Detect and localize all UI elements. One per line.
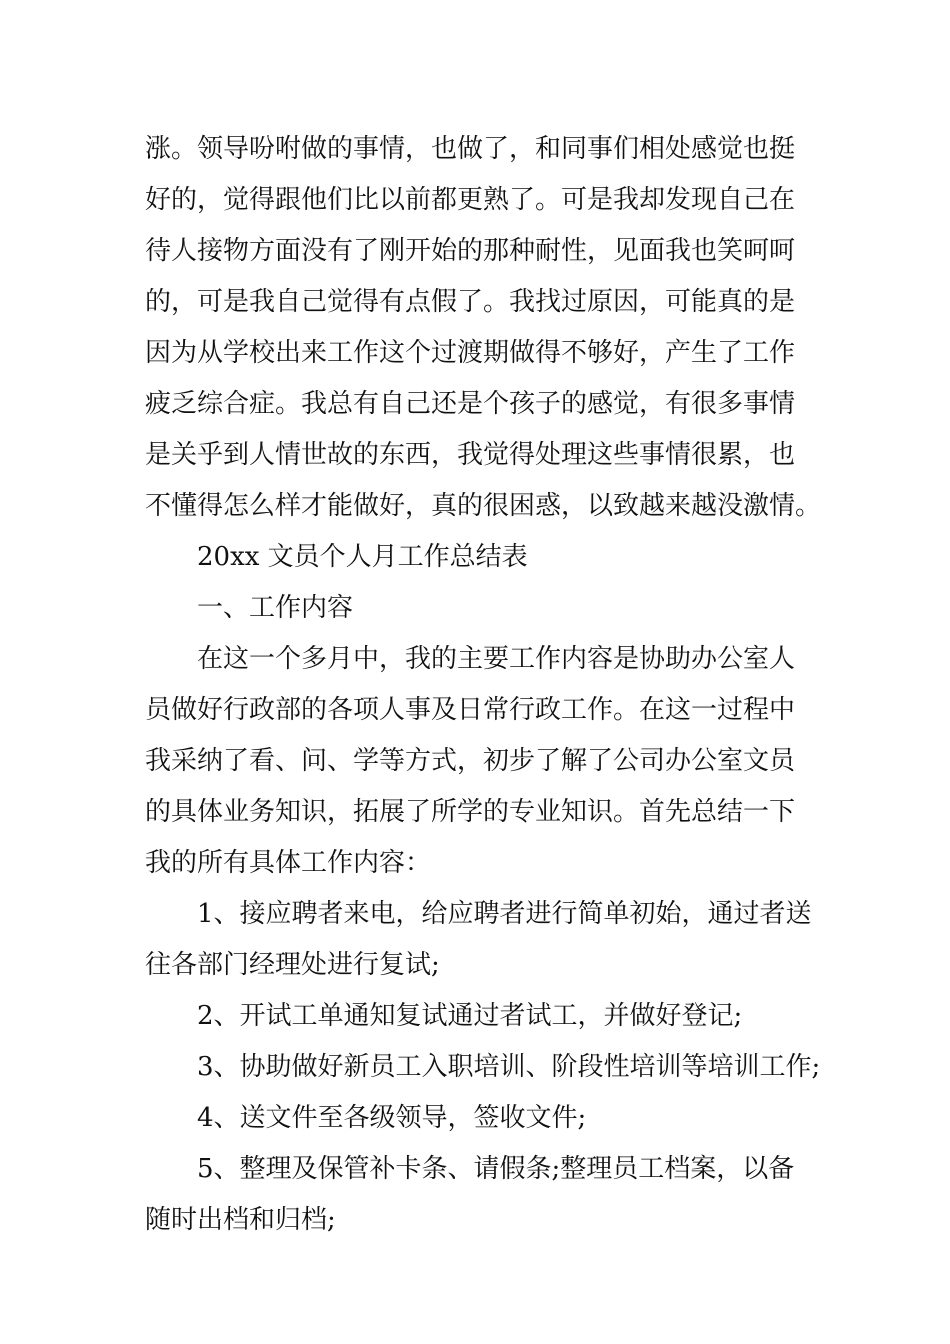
body-line: 好的，觉得跟他们比以前都更熟了。可是我却发现自己在 bbox=[145, 185, 796, 215]
body-line: 是关乎到人情世故的东西，我觉得处理这些事情很累，也 bbox=[145, 440, 796, 470]
list-item-line: 3、协助做好新员工入职培训、阶段性培训等培训工作; bbox=[197, 1052, 821, 1082]
section-title: 20xx 文员个人月工作总结表 bbox=[197, 542, 528, 572]
body-line: 涨。领导吩咐做的事情，也做了，和同事们相处感觉也挺 bbox=[145, 134, 796, 164]
list-item-line: 4、送文件至各级领导，签收文件; bbox=[197, 1103, 587, 1133]
body-line: 的，可是我自己觉得有点假了。我找过原因，可能真的是 bbox=[145, 287, 796, 317]
document-body bbox=[145, 124, 822, 1246]
list-item-line: 2、开试工单通知复试通过者试工，并做好登记; bbox=[197, 1001, 743, 1031]
body-line: 待人接物方面没有了刚开始的那种耐性，见面我也笑呵呵 bbox=[145, 236, 796, 266]
list-item-continuation: 往各部门经理处进行复试; bbox=[145, 950, 440, 980]
body-line: 因为从学校出来工作这个过渡期做得不够好，产生了工作 bbox=[145, 338, 796, 368]
body-line: 疲乏综合症。我总有自己还是个孩子的感觉，有很多事情 bbox=[145, 389, 796, 419]
list-item-line: 1、接应聘者来电，给应聘者进行简单初始，通过者送 bbox=[197, 899, 812, 929]
list-item-line: 5、整理及保管补卡条、请假条;整理员工档案，以备 bbox=[197, 1154, 795, 1184]
paragraph-start-line: 在这一个多月中，我的主要工作内容是协助办公室人 bbox=[197, 644, 796, 674]
body-line: 我的所有具体工作内容： bbox=[145, 848, 432, 878]
section-heading: 一、工作内容 bbox=[197, 593, 354, 623]
body-line: 员做好行政部的各项人事及日常行政工作。在这一过程中 bbox=[145, 695, 796, 725]
list-item-continuation: 随时出档和归档; bbox=[145, 1205, 336, 1235]
body-line: 的具体业务知识，拓展了所学的专业知识。首先总结一下 bbox=[145, 797, 796, 827]
body-line: 我采纳了看、问、学等方式，初步了解了公司办公室文员 bbox=[145, 746, 796, 776]
body-line: 不懂得怎么样才能做好，真的很困惑，以致越来越没激情。 bbox=[145, 491, 822, 521]
